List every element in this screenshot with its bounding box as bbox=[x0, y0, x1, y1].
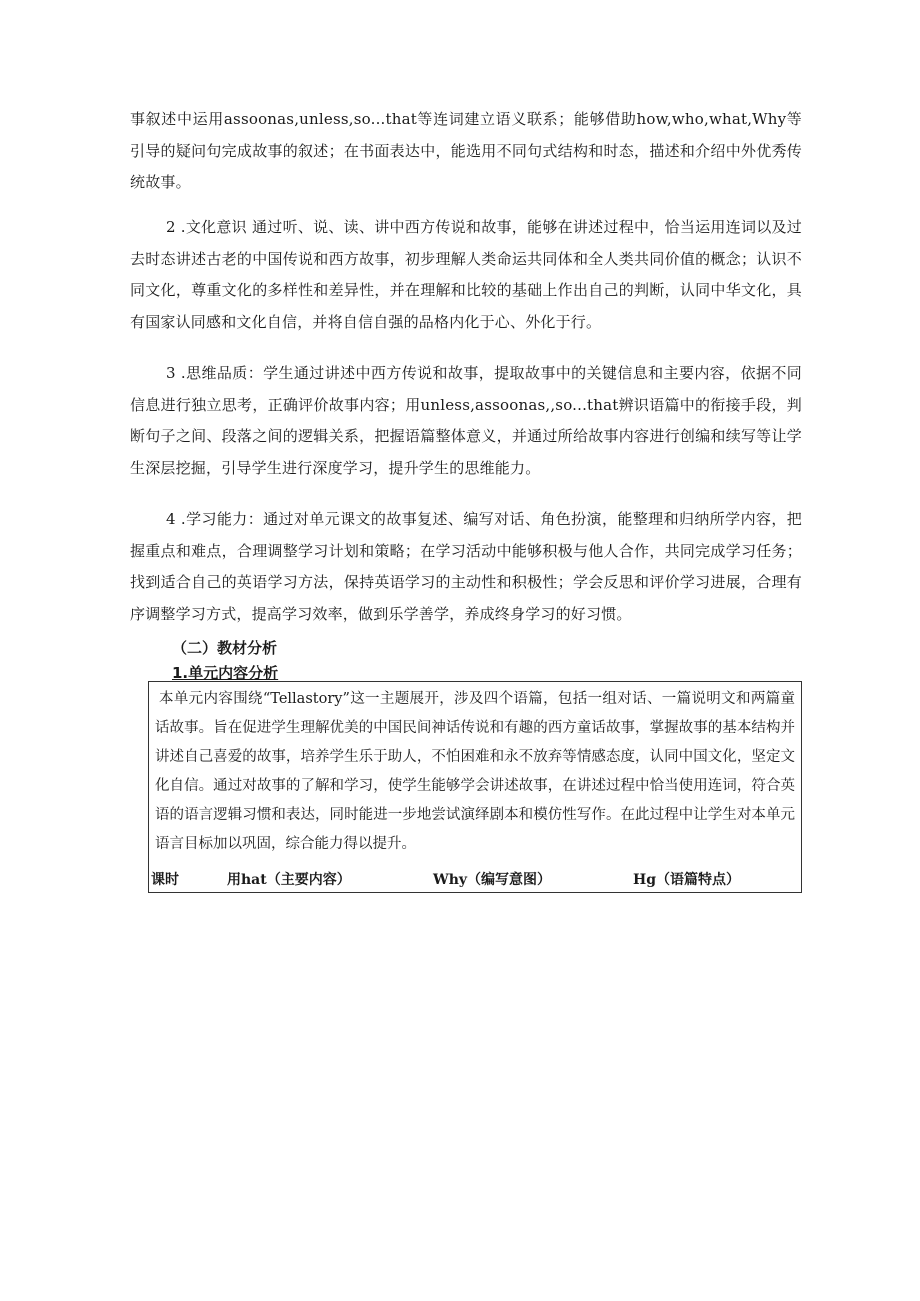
table-header-row bbox=[149, 865, 801, 889]
table-header-lesson: 课时 bbox=[151, 872, 179, 888]
table-header-how: Hg（语篇特点） bbox=[633, 872, 741, 888]
table-header-why: Why（编写意图） bbox=[433, 872, 552, 888]
paragraph-cultural-awareness: 2 .文化意识 通过听、说、读、讲中西方传说和故事，能够在讲述过程中，恰当运用连词以及过去时态讲述古老的中国传说和西方故事，初步理解人类命运共同体和全人类共同价值的概念；认识不同文化，尊重文化的多样性和差异性，并在理解和比较的基础上作出自己的判断，认同中华文化，具有国家认同感和文化自信，并将自信自强的品格内化于心、外化于行。 bbox=[130, 218, 802, 331]
unit-content-text: 本单元内容围绕“Tellastory”这一主题展开，涉及四个语篇，包括一组对话、一篇说明文和两篇童话故事。旨在促进学生理解优美的中国民间神话传说和有趣的西方童话故事，掌握故事的基本结构并讲述自己喜爱的故事，培养学生乐于助人，不怕困难和永不放弃等情感态度，认同中国文化，坚定文化自信。通过对故事的了解和学习，使学生能够学会讲述故事，在讲述过程中恰当使用连词，符合英语的语言逻辑习惯和表达，同时能进一步地尝试演绎剧本和模仿性写作。在此过程中让学生对本单元语言目标加以巩固，综合能力得以提升。 bbox=[155, 691, 795, 852]
section-heading: （二）教材分析 bbox=[172, 639, 278, 657]
table-header-what: 用hat（主要内容） bbox=[227, 872, 351, 888]
sub-heading: 1.单元内容分析 bbox=[172, 664, 279, 682]
unit-content-box bbox=[148, 681, 802, 893]
paragraph-learning-ability: 4 .学习能力：通过对单元课文的故事复述、编写对话、角色扮演，能整理和归纳所学内容，把握重点和难点，合理调整学习计划和策略；在学习活动中能够积极与他人合作，共同完成学习任务；找到适合自己的英语学习方法，保持英语学习的主动性和积极性；学会反思和评价学习进展，合理有序调整学习方式，提高学习效率，做到乐学善学，养成终身学习的好习惯。 bbox=[130, 510, 802, 623]
paragraph-language-ability-continued: 事叙述中运用assoonas,unless,so...that等连词建立语义联系；能够借助how,who,what,Why等引导的疑问句完成故事的叙述；在书面表达中，能选用不同句式结构和时态，描述和介绍中外优秀传统故事。 bbox=[130, 110, 802, 191]
paragraph-thinking-quality: 3 .思维品质：学生通过讲述中西方传说和故事，提取故事中的关键信息和主要内容，依据不同信息进行独立思考，正确评价故事内容；用unless,assoonas,,so...that辨识语篇中的衔接手段，判断句子之间、段落之间的逻辑关系，把握语篇整体意义，并通过所给故事内容进行创编和续写等让学生深层挖掘，引导学生进行深度学习，提升学生的思维能力。 bbox=[130, 364, 802, 477]
